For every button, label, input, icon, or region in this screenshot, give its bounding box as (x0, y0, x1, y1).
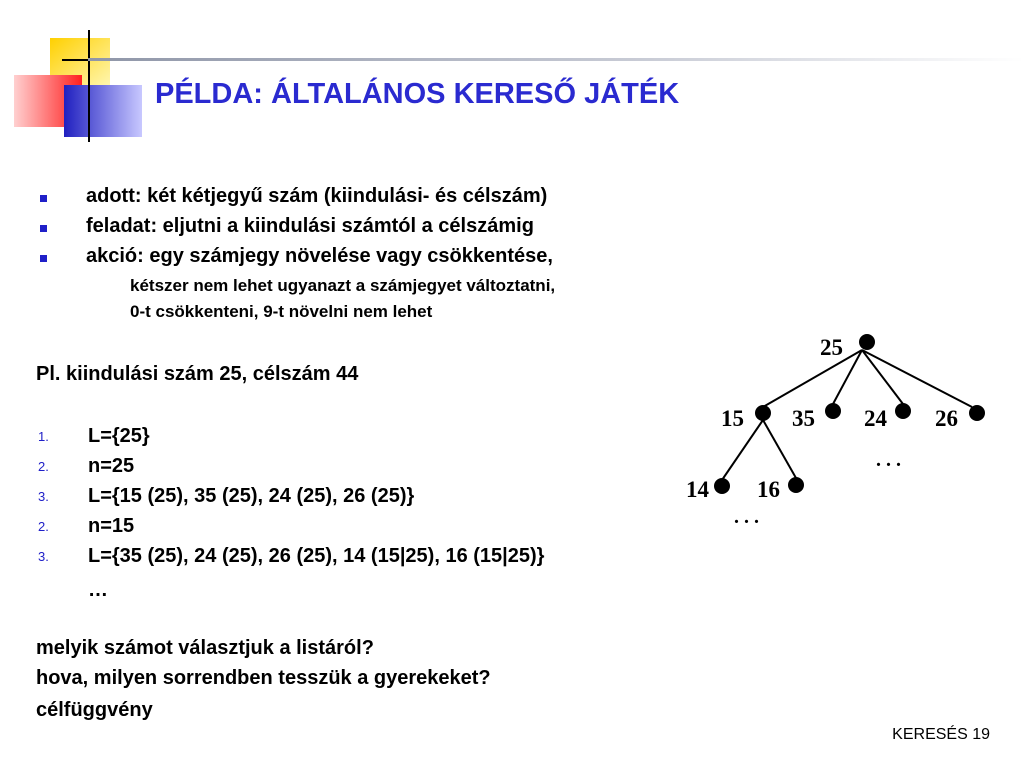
sub-line: 0-t csökkenteni, 9-t növelni nem lehet (130, 302, 433, 321)
tree-label-root: 25 (820, 335, 843, 360)
question-line: célfüggvény (36, 699, 153, 721)
step-number: 2. (38, 519, 49, 534)
bullet-text: adott: két kétjegyű szám (kiindulási- és célszám) (86, 185, 548, 207)
tree-label: 24 (864, 406, 887, 431)
page-title: PÉLDA: ÁLTALÁNOS KERESŐ JÁTÉK (155, 78, 680, 110)
tree-node (825, 403, 841, 419)
tree-ellipsis: . . . (734, 506, 759, 528)
tree-node (969, 405, 985, 421)
tree-node (714, 478, 730, 494)
tree-label: 15 (721, 406, 744, 431)
question-line: hova, milyen sorrendben tesszük a gyerekeket? (36, 667, 491, 689)
sub-line: kétszer nem lehet ugyanazt a számjegyet változtatni, (130, 276, 556, 295)
tree-node (859, 334, 875, 350)
tree-node (895, 403, 911, 419)
step-number: 3. (38, 549, 49, 564)
tree-label: 35 (792, 406, 815, 431)
tree-node (755, 405, 771, 421)
step-text: n=25 (88, 455, 135, 477)
tree-edge (862, 350, 972, 407)
step-text: L={25} (88, 425, 150, 447)
step-text: L={15 (25), 35 (25), 24 (25), 26 (25)} (88, 485, 415, 507)
tree-label: 14 (686, 477, 709, 502)
slide-footer: KERESÉS 19 (892, 726, 990, 743)
example-line: Pl. kiindulási szám 25, célszám 44 (36, 363, 359, 385)
tree-edge (862, 350, 903, 404)
ellipsis: … (88, 579, 108, 601)
question-line: melyik számot választjuk a listáról? (36, 637, 374, 659)
tree-ellipsis: . . . (876, 449, 901, 471)
step-text: n=15 (88, 515, 135, 537)
step-number: 2. (38, 459, 49, 474)
step-text: L={35 (25), 24 (25), 26 (25), 14 (15|25), 16 (15|25)} (88, 545, 545, 567)
bullet-text: akció: egy számjegy növelése vagy csökkentése, (86, 245, 553, 267)
bullet-text: feladat: eljutni a kiindulási számtól a célszámig (86, 215, 534, 237)
tree-label: 26 (935, 406, 958, 431)
tree-label: 16 (757, 477, 780, 502)
step-number: 3. (38, 489, 49, 504)
step-number: 1. (38, 429, 49, 444)
tree-node (788, 477, 804, 493)
